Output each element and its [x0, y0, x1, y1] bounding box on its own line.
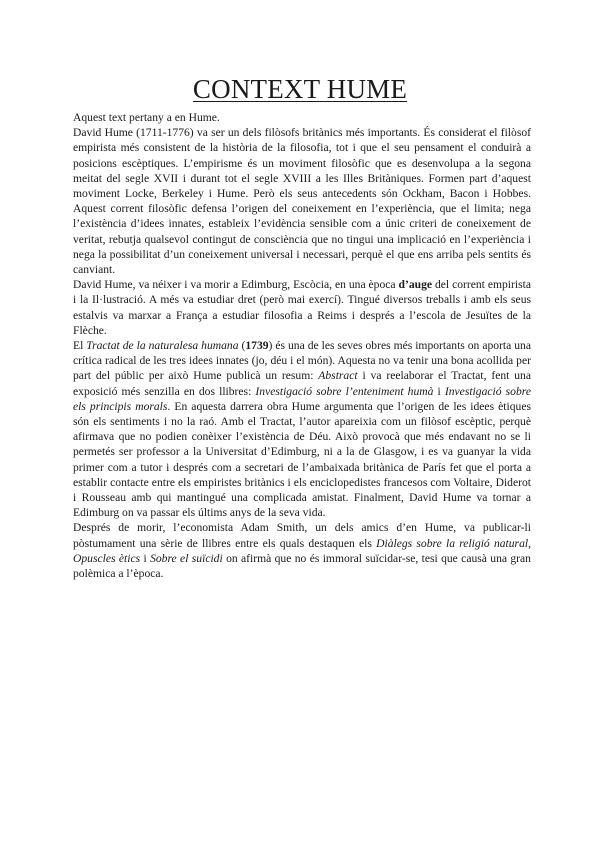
text-segment: (	[238, 339, 246, 353]
paragraph-biography	[73, 277, 531, 338]
book-title-enquiry-morals: Investigació sobre els principis morals	[73, 384, 531, 413]
text-segment: ,	[528, 536, 531, 550]
text-segment: i	[433, 384, 445, 398]
text-segment: del corrent empirista i la Il·lustració. A més va estudiar dret (però mai exercí). Tingué diversos treballs i amb els seus estalvis va marxar a França a estudiar filosofia a Reims i després a l’escola de Jesuïtes de la Flèche.	[73, 278, 531, 337]
text-segment: i va reelaborar el Tractat, fent una exposició més senzilla en dos llibres:	[73, 369, 532, 398]
book-title-treatise: Tractat de la naturalesa humana	[86, 339, 239, 353]
book-title-essays: Opuscles ètics	[73, 551, 141, 565]
book-title-dialogues: Diàlegs sobre la religió natural	[376, 536, 529, 550]
book-title-suicide: Sobre el suïcidi	[150, 551, 223, 565]
text-segment: . En aquesta darrera obra Hume argumenta que l’origen de les idees ètiques són els sentiments i no la raó. Amb el Tractat, l’autor apareixia com un filòsof escèptic, perquè afirmava que no podien conèixer l’existència de Déu. Això provocà que més endavant no se li permetés ser professor a la Universitat d’Edimburg, ni a la de Glasgow, i es va guanyar la vida primer com a tutor i després com a secretari de l’ambaixada britànica de París fet que el porta a establir contacte entre els empiristes britànics i els enciclopedistes francesos com Voltaire, Diderot i Rousseau amb qui mantingué una complicada amistat. Finalment, David Hume va tornar a Edimburg on va passar els últims anys de la seva vida.	[73, 399, 531, 520]
text-segment: i	[140, 551, 151, 565]
book-title-abstract: Abstract	[318, 369, 358, 383]
intro-paragraph: Aquest text pertany a en Hume.	[73, 111, 220, 124]
paragraph-works	[73, 338, 531, 520]
page-title: CONTEXT HUME	[192, 74, 408, 104]
document-body	[73, 110, 531, 581]
book-title-enquiry-understanding: Investigació sobre l’enteniment humà	[255, 384, 434, 398]
text-segment: Després de morir, l’economista Adam Smith, un dels amics d’en Hume, va publicar-li pòstumament una sèrie de llibres entre els quals destaquen els	[73, 521, 531, 550]
text-segment: El	[73, 339, 87, 353]
bold-year: 1739	[245, 339, 269, 353]
bold-term: d’auge	[398, 278, 433, 292]
text-segment: David Hume, va néixer i va morir a Edimburg, Escòcia, en una època	[73, 278, 399, 292]
paragraph-posthumous	[73, 520, 531, 581]
text-segment: ) és una de les seves obres més importants on aporta una crítica radical de les tres idees innates (jo, déu i el món). Aquesta no va tenir una bona acollida per part del públic per això Hume publicà un resum:	[73, 339, 531, 383]
text-segment: on afirmà que no és immoral suïcidar-se, tesi que causà una gran polèmica a l’època.	[73, 551, 531, 581]
paragraph-empiricism: David Hume (1711-1776) va ser un dels filòsofs britànics més importants. És considerat el filòsof empirista més consistent de la història de la filosofia, tot i que el seu pensament el conduirà a posicions escèptiques. L’empirisme és un moviment filosòfic que es desenvolupa a la segona meitat del segle XVII i durant tot el segle XVIII a les Illes Britàniques. Formen part d’aquest moviment Locke, Berkeley i Hume. Però els seus antecedents són Ockham, Bacon i Hobbes. Aquest corrent filosòfic defensa l’origen del coneixement en l’experiència, que el limita; nega l’existència d’idees innates, estableix l’evidència sensible com a únic criteri de coneixement de veritat, rebutja qualsevol contingut de consciència que no tingui una implicació en l’experiència i nega la possibilitat d’un coneixement universal i necessari, perquè el que ens arriba pels sentits és canviant.	[73, 126, 531, 277]
